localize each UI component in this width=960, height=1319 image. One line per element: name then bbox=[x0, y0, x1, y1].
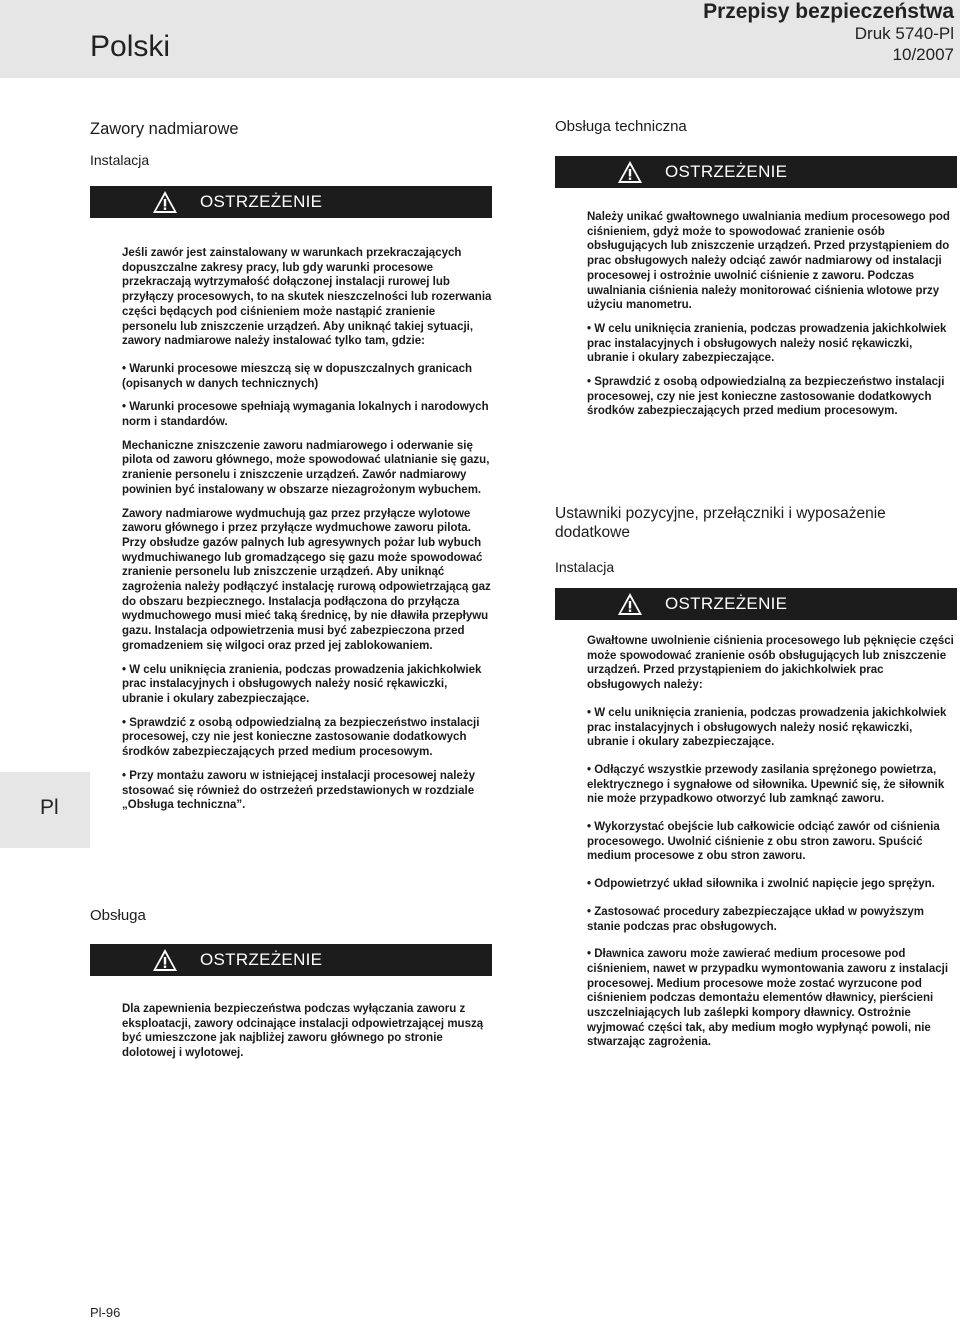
warning-label: OSTRZEŻENIE bbox=[200, 192, 323, 211]
page-number: Pl-96 bbox=[90, 1305, 121, 1319]
warning-icon bbox=[617, 160, 643, 184]
paragraph: Dla zapewnienia bezpieczeństwa podczas wyłączania zaworu z eksploatacji, zawory odcinające instalacji odpowietrzającej muszą być umieszczone jak najbliżej zaworu głównego po stronie dolotowej i wylotowej. bbox=[122, 1003, 484, 1060]
warning-banner bbox=[90, 186, 492, 218]
warning-icon bbox=[152, 948, 178, 972]
document-number: Druk 5740-Pl bbox=[854, 24, 954, 43]
bullet-item: • Wykorzystać obejście lub całkowicie odciąć zawór od ciśnienia procesowego. Uwolnić ciśnienie z obu stron zaworu. Spuścić medium procesowe z obu stron zaworu. bbox=[587, 821, 940, 863]
language-side-tab-label: Pl bbox=[40, 796, 59, 819]
bullet-item: • Warunki procesowe spełniają wymagania lokalnych i narodowych norm i standardów. bbox=[122, 401, 489, 429]
bullet-item: • W celu uniknięcia zranienia, podczas prowadzenia jakichkolwiek prac instalacyjnych i obsługowych należy nosić rękawiczki, ubranie i okulary zabezpieczające. bbox=[587, 706, 947, 749]
bullet-item: • Warunki procesowe mieszczą się w dopuszczalnych granicach (opisanych w danych technicznych) bbox=[122, 362, 472, 390]
right-column bbox=[555, 118, 957, 1049]
warning-label: OSTRZEŻENIE bbox=[665, 594, 788, 613]
bullet-item: • Sprawdzić z osobą odpowiedzialną za bezpieczeństwo instalacji procesowej, czy nie jest konieczne zastosowanie dodatkowych środków zabezpieczających przed medium procesowym. bbox=[122, 716, 480, 759]
warning-banner bbox=[555, 588, 957, 620]
paragraph: Należy unikać gwałtownego uwalniania medium procesowego pod ciśnieniem, gdyż może to spowodować zranienie osób obsługujących lub zniszczenie urządzeń. Przed przystąpieniem do prac obsługowych należy odciąć zawór nadmiarowy od instalacji procesowej i ostrożnie uwolnić ciśnienie z zaworu. Podczas uwalniania ciśnienia należy monitorować ciśnienia wlotowe przy użyciu manometru. bbox=[587, 211, 950, 312]
bullet-item: • Zastosować procedury zabezpieczające układ w powyższym stanie podczas prac obsługowych. bbox=[587, 905, 925, 933]
bullet-item: • Przy montażu zaworu w istniejącej instalacji procesowej należy stosować się również do ostrzeżeń przedstawionych w rozdziale „Obsługa techniczna”. bbox=[122, 769, 475, 812]
positioners-heading: Ustawniki pozycyjne, przełączniki i wyposażenie dodatkowe bbox=[555, 505, 886, 541]
warning-icon bbox=[617, 592, 643, 616]
install-heading: Instalacja bbox=[90, 152, 150, 168]
operation-heading: Obsługa bbox=[90, 907, 146, 924]
install-heading: Instalacja bbox=[555, 559, 615, 575]
maintenance-heading: Obsługa techniczna bbox=[555, 118, 687, 135]
document-title: Przepisy bezpieczeństwa bbox=[703, 0, 954, 23]
warning-icon bbox=[152, 190, 178, 214]
paragraph: Zawory nadmiarowe wydmuchują gaz przez przyłącze wylotowe zaworu głównego i przez przyłącze wydmuchowe zaworu pilota. Przy obsłudze gazów palnych lub agresywnych pożar lub wybuch wydmuchiwanego lub gromadzącego się gazu może spowodować zranienie personelu lub zniszczenie urządzeń. Aby uniknąć zagrożenia należy podłączyć instalację rurową odpowietrzającą gaz do obszaru bezpiecznego. Instalacja podłączona do przyłącza wydmuchowego musi mieć taką średnicę, by nie dławiła przepływu gazu. Instalacja odpowietrzenia musi być zabezpieczona przed gromadzeniem się wilgoci oraz przed jej zablokowaniem. bbox=[122, 507, 491, 652]
bullet-item: • Dławnica zaworu może zawierać medium procesowe pod ciśnieniem, nawet w przypadku wymontowania zaworu z instalacji procesowej. Medium procesowe może zostać wyrzucone pod ciśnieniem podczas demontażu elementów dławnicy, pierścieni uszczelniających lub zaślepki kompory dławnicy. Ostrożnie wyjmować części tak, aby medium mogło wypłynąć powoli, nie stwarzając zagrożenia. bbox=[587, 948, 949, 1049]
bullet-item: • W celu uniknięcia zranienia, podczas prowadzenia jakichkolwiek prac instalacyjnych i obsługowych należy nosić rękawiczki, ubranie i okulary zabezpieczające. bbox=[587, 322, 947, 365]
paragraph: Mechaniczne zniszczenie zaworu nadmiarowego i oderwanie się pilota od zaworu głównego, może spowodować ulatnianie się gazu, zranienie personelu i zniszczenie urządzeń. Zawór nadmiarowy powinien być instalowany w obszarze niezagrożonym wybuchem. bbox=[122, 439, 490, 496]
warning-label: OSTRZEŻENIE bbox=[665, 162, 788, 181]
language-title: Polski bbox=[90, 30, 171, 63]
document-date: 10/2007 bbox=[892, 45, 954, 64]
language-side-tab bbox=[0, 772, 90, 848]
bullet-item: • W celu uniknięcia zranienia, podczas prowadzenia jakichkolwiek prac instalacyjnych i obsługowych należy nosić rękawiczki, ubranie i okulary zabezpieczające. bbox=[122, 663, 482, 705]
warning-body-positioners bbox=[555, 634, 957, 1050]
warning-banner bbox=[555, 156, 957, 188]
warning-body-operation bbox=[90, 1002, 492, 1061]
bullet-item: • Sprawdzić z osobą odpowiedzialną za bezpieczeństwo instalacji procesowej, czy nie jest konieczne zastosowanie dodatkowych środków zabezpieczających przed medium procesowym. bbox=[587, 376, 945, 418]
warning-banner bbox=[90, 944, 492, 976]
warning-body-maintenance bbox=[555, 210, 957, 419]
paragraph: Jeśli zawór jest zainstalowany w warunkach przekraczających dopuszczalne zakresy pracy, lub gdy warunki procesowe przekraczają wytrzymałość dołączonej instalacji rurowej lub przyłączy procesowych, to na skutek nieszczelności lub rozerwania części będących pod ciśnieniem może nastąpić zranienie personelu lub zniszczenie urządzeń. Aby uniknąć takiej sytuacji, zawory nadmiarowe należy instalować tylko tam, gdzie: bbox=[122, 247, 492, 348]
warning-label: OSTRZEŻENIE bbox=[200, 950, 323, 969]
bullet-item: • Odpowietrzyć układ siłownika i zwolnić napięcie jego sprężyn. bbox=[587, 878, 935, 891]
section-title-relief-valves: Zawory nadmiarowe bbox=[90, 120, 239, 138]
paragraph: Gwałtowne uwolnienie ciśnienia procesowego lub pęknięcie części może spowodować zranienie osób obsługujących lub zniszczenie urządzeń. Przed przystąpieniem do jakichkolwiek prac obsługowych należy: bbox=[587, 635, 954, 692]
left-column bbox=[90, 120, 492, 1060]
bullet-item: • Odłączyć wszystkie przewody zasilania sprężonego powietrza, elektrycznego i sygnałowe od siłownika. Upewnić się, że siłownik nie może przypadkowo otworzyć lub zamknąć zaworu. bbox=[587, 763, 945, 806]
warning-body-installation bbox=[90, 246, 492, 813]
